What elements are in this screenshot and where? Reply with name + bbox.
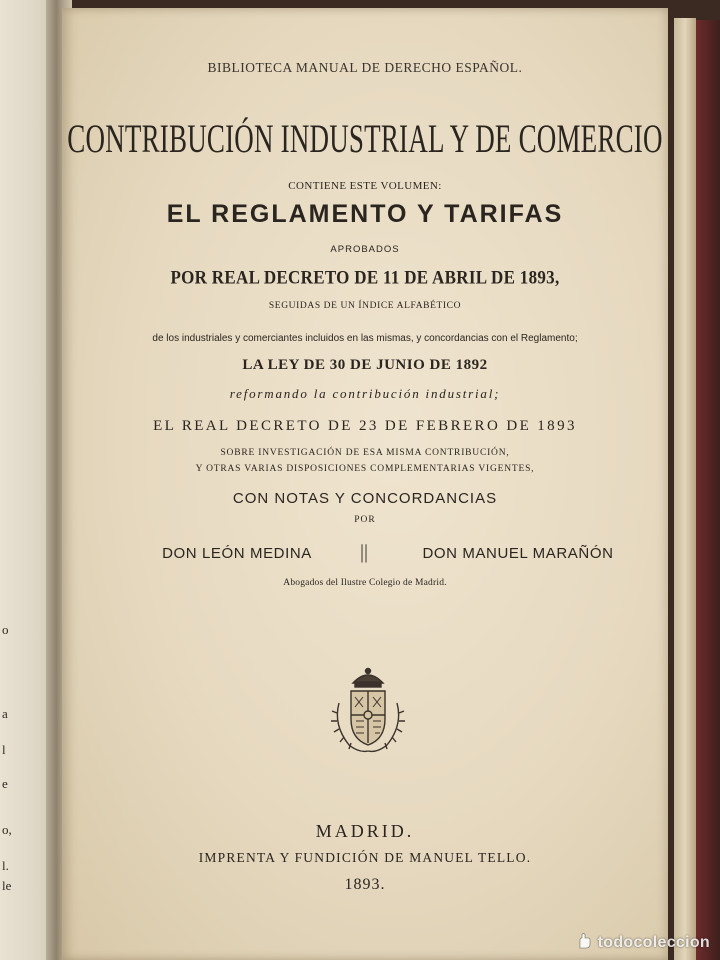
contents-heading: CONTIENE ESTE VOLUMEN: xyxy=(288,180,442,192)
by-text: POR xyxy=(354,515,376,525)
approved-text: APROBADOS xyxy=(330,244,400,255)
facing-page-fragment: l xyxy=(2,742,6,757)
facing-page-fragment: o, xyxy=(2,822,12,837)
notes-text: CON NOTAS Y CONCORDANCIAS xyxy=(232,490,498,507)
series-title: BIBLIOTECA MANUAL DE DERECHO ESPAÑOL. xyxy=(207,60,523,75)
facing-page-fragment: e xyxy=(2,776,8,791)
main-title: CONTRIBUCIÓN INDUSTRIAL Y DE COMERCIO xyxy=(67,116,663,161)
coat-of-arms-emblem xyxy=(325,663,411,759)
page-edges xyxy=(674,18,696,960)
industrials-text: de los industriales y comerciantes incluidos en las mismas, y concordancias con el Reglamento; xyxy=(152,333,578,344)
decree-text: POR REAL DECRETO DE 11 DE ABRIL DE 1893, xyxy=(170,267,560,288)
provisions-text: Y OTRAS VARIAS DISPOSICIONES COMPLEMENTARIAS VIGENTES, xyxy=(195,464,535,474)
imprint-city: MADRID. xyxy=(315,821,415,841)
watermark-text: todocoleccion xyxy=(597,934,710,951)
title-page xyxy=(62,8,668,960)
facing-page-fragment: a xyxy=(2,706,8,721)
imprint-printer: IMPRENTA Y FUNDICIÓN DE MANUEL TELLO. xyxy=(198,850,532,865)
hand-icon xyxy=(576,932,594,950)
royal-decree-text: EL REAL DECRETO DE 23 DE FEBRERO DE 1893 xyxy=(153,418,577,434)
sub-title: EL REGLAMENTO Y TARIFAS xyxy=(166,200,564,228)
law-text: LA LEY DE 30 DE JUNIO DE 1892 xyxy=(242,357,488,373)
author-leon-medina: DON LEÓN MEDINA xyxy=(162,545,312,562)
reforming-text: reformando la contribución industrial; xyxy=(229,386,501,401)
author-manuel-maranon: DON MANUEL MARAÑÓN xyxy=(422,545,614,562)
author-separator: || xyxy=(359,541,368,563)
facing-page-fragment: o xyxy=(2,622,9,637)
index-text: SEGUIDAS DE UN ÍNDICE ALFABÉTICO xyxy=(268,301,462,311)
facing-page-fragment: l. xyxy=(2,858,9,873)
facing-page-fragment: le xyxy=(2,878,12,893)
lawyers-text: Abogados del Ilustre Colegio de Madrid. xyxy=(283,578,447,588)
imprint-year: 1893. xyxy=(344,876,386,893)
investigation-text: SOBRE INVESTIGACIÓN DE ESA MISMA CONTRIBUCIÓN, xyxy=(220,448,510,458)
watermark xyxy=(576,932,710,952)
